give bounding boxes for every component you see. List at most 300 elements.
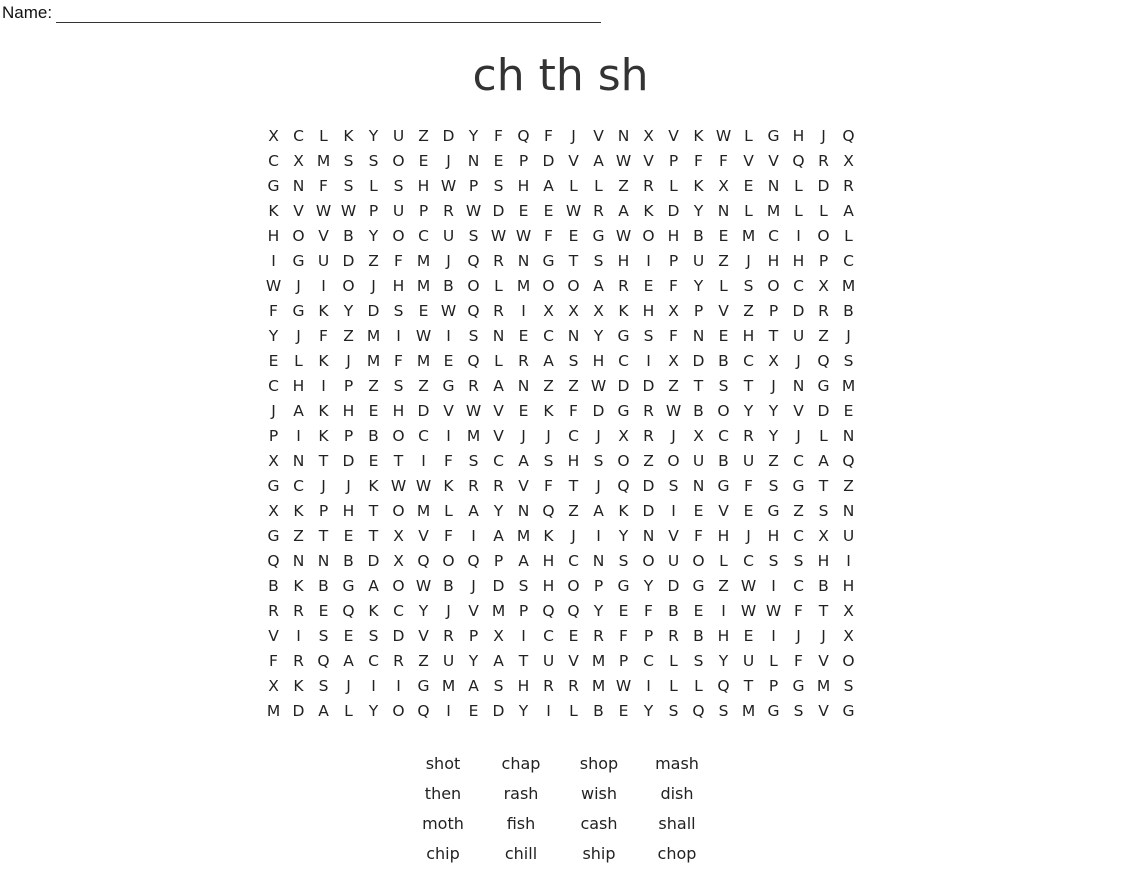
grid-letter: X xyxy=(268,502,279,520)
grid-letter: P xyxy=(668,252,679,270)
grid-letter: G xyxy=(617,327,630,345)
grid-letter: F xyxy=(269,302,278,320)
grid-letter: X xyxy=(843,627,854,645)
grid-row xyxy=(261,249,861,274)
grid-letter: S xyxy=(768,477,779,495)
grid-letter: S xyxy=(468,227,479,245)
grid-letter: H xyxy=(592,352,605,370)
name-label: Name: xyxy=(2,3,53,22)
grid-letter: E xyxy=(418,302,429,320)
grid-letter: B xyxy=(368,427,379,445)
grid-letter: S xyxy=(718,702,729,720)
grid-letter: P xyxy=(318,502,329,520)
grid-letter: A xyxy=(593,502,604,520)
grid-letter: D xyxy=(817,177,830,195)
grid-letter: X xyxy=(393,552,404,570)
grid-letter: V xyxy=(418,627,429,645)
grid-letter: F xyxy=(744,477,753,495)
grid-letter: B xyxy=(718,452,729,470)
grid-letter: W xyxy=(615,677,632,695)
grid-letter: S xyxy=(468,452,479,470)
grid-letter: O xyxy=(567,277,580,295)
grid-letter: E xyxy=(343,627,354,645)
grid-letter: S xyxy=(318,627,329,645)
grid-letter: E xyxy=(743,177,754,195)
grid-letter: Z xyxy=(368,252,379,270)
grid-letter: K xyxy=(318,402,329,420)
grid-letter: D xyxy=(442,127,455,145)
grid-letter: P xyxy=(343,427,354,445)
grid-letter: P xyxy=(268,427,279,445)
grid-letter: O xyxy=(642,552,655,570)
grid-letter: W xyxy=(740,602,757,620)
grid-letter: X xyxy=(843,602,854,620)
grid-letter: G xyxy=(342,577,355,595)
grid-letter: L xyxy=(669,652,678,670)
grid-letter: L xyxy=(444,502,453,520)
grid-letter: O xyxy=(342,277,355,295)
grid-letter: M xyxy=(416,352,431,370)
grid-letter: E xyxy=(618,602,629,620)
grid-letter: V xyxy=(293,202,304,220)
grid-letter: Z xyxy=(343,327,354,345)
grid-letter: O xyxy=(392,152,405,170)
grid-letter: H xyxy=(717,527,730,545)
grid-letter: C xyxy=(793,277,804,295)
grid-letter: E xyxy=(443,352,454,370)
grid-letter: E xyxy=(568,627,579,645)
grid-letter: J xyxy=(346,677,351,695)
grid-letter: K xyxy=(318,302,329,320)
grid-letter: S xyxy=(493,177,504,195)
grid-letter: S xyxy=(393,302,404,320)
grid-letter: H xyxy=(542,577,555,595)
grid-letter: K xyxy=(368,477,379,495)
grid-letter: I xyxy=(721,602,726,620)
grid-letter: P xyxy=(518,152,529,170)
grid-letter: L xyxy=(344,702,353,720)
grid-letter: Q xyxy=(567,602,580,620)
grid-letter: D xyxy=(642,477,655,495)
grid-letter: G xyxy=(292,302,305,320)
grid-letter: Z xyxy=(793,502,804,520)
word-bank-item: shot xyxy=(425,754,461,773)
grid-letter: F xyxy=(694,152,703,170)
grid-letter: J xyxy=(671,427,676,445)
grid-letter: M xyxy=(316,152,331,170)
grid-letter: O xyxy=(467,277,480,295)
grid-letter: A xyxy=(843,202,854,220)
grid-letter: X xyxy=(693,427,704,445)
grid-letter: I xyxy=(396,327,401,345)
grid-letter: L xyxy=(369,177,378,195)
grid-letter: K xyxy=(693,177,704,195)
grid-letter: Y xyxy=(693,277,704,295)
grid-letter: J xyxy=(796,352,801,370)
grid-letter: S xyxy=(793,702,804,720)
grid-letter: D xyxy=(367,302,380,320)
grid-letter: Q xyxy=(342,602,355,620)
grid-row xyxy=(261,349,861,374)
grid-letter: L xyxy=(494,277,503,295)
grid-row xyxy=(261,524,861,549)
grid-letter: N xyxy=(617,127,630,145)
grid-letter: T xyxy=(518,652,529,670)
grid-letter: V xyxy=(568,152,579,170)
grid-letter: I xyxy=(796,227,801,245)
grid-letter: Q xyxy=(417,702,430,720)
grid-row xyxy=(261,174,861,199)
grid-letter: E xyxy=(518,402,529,420)
grid-letter: V xyxy=(668,127,679,145)
grid-letter: U xyxy=(742,452,755,470)
grid-letter: N xyxy=(292,452,305,470)
grid-letter: X xyxy=(593,302,604,320)
grid-row xyxy=(261,549,861,574)
grid-letter: S xyxy=(343,177,354,195)
grid-letter: M xyxy=(266,702,281,720)
grid-letter: C xyxy=(618,352,629,370)
grid-letter: H xyxy=(742,327,755,345)
grid-letter: I xyxy=(321,377,326,395)
grid-letter: E xyxy=(268,352,279,370)
grid-letter: B xyxy=(668,602,679,620)
grid-letter: Z xyxy=(368,377,379,395)
grid-letter: W xyxy=(490,227,507,245)
grid-letter: H xyxy=(617,252,630,270)
grid-letter: W xyxy=(515,227,532,245)
grid-letter: E xyxy=(468,702,479,720)
grid-letter: E xyxy=(368,402,379,420)
grid-letter: V xyxy=(668,527,679,545)
grid-letter: X xyxy=(818,277,829,295)
grid-letter: Y xyxy=(593,602,604,620)
grid-letter: N xyxy=(517,502,530,520)
grid-letter: Z xyxy=(743,302,754,320)
grid-letter: B xyxy=(268,577,279,595)
grid-letter: U xyxy=(317,252,330,270)
grid-letter: U xyxy=(667,552,680,570)
word-bank-row xyxy=(404,780,716,810)
grid-letter: S xyxy=(593,452,604,470)
grid-letter: C xyxy=(793,527,804,545)
grid-letter: R xyxy=(643,427,654,445)
grid-letter: P xyxy=(343,377,354,395)
grid-letter: A xyxy=(618,202,629,220)
grid-letter: G xyxy=(792,477,805,495)
grid-letter: S xyxy=(693,652,704,670)
grid-letter: D xyxy=(692,352,705,370)
grid-letter: K xyxy=(543,402,554,420)
grid-letter: E xyxy=(693,602,704,620)
grid-row xyxy=(261,474,861,499)
grid-letter: K xyxy=(443,477,454,495)
grid-letter: R xyxy=(543,677,554,695)
grid-letter: R xyxy=(468,477,479,495)
grid-letter: S xyxy=(668,702,679,720)
grid-letter: H xyxy=(392,277,405,295)
grid-letter: W xyxy=(615,152,632,170)
grid-letter: S xyxy=(818,502,829,520)
grid-letter: Z xyxy=(618,177,629,195)
grid-letter: S xyxy=(768,552,779,570)
grid-letter: V xyxy=(818,652,829,670)
grid-letter: E xyxy=(518,202,529,220)
grid-letter: S xyxy=(593,252,604,270)
grid-letter: N xyxy=(717,202,730,220)
grid-letter: G xyxy=(842,702,855,720)
grid-letter: B xyxy=(593,702,604,720)
grid-letter: N xyxy=(792,377,805,395)
grid-letter: F xyxy=(269,652,278,670)
grid-letter: R xyxy=(518,352,529,370)
grid-letter: T xyxy=(693,377,704,395)
grid-letter: D xyxy=(492,202,505,220)
grid-letter: P xyxy=(518,602,529,620)
word-bank-item: chip xyxy=(426,844,460,863)
grid-letter: I xyxy=(321,277,326,295)
grid-letter: J xyxy=(446,602,451,620)
grid-letter: T xyxy=(818,602,829,620)
grid-letter: J xyxy=(546,427,551,445)
grid-letter: D xyxy=(342,252,355,270)
grid-letter: T xyxy=(818,477,829,495)
grid-letter: K xyxy=(293,677,304,695)
grid-letter: Y xyxy=(643,702,654,720)
grid-letter: S xyxy=(718,377,729,395)
name-field[interactable] xyxy=(2,3,601,23)
grid-letter: R xyxy=(843,177,854,195)
grid-letter: I xyxy=(771,627,776,645)
grid-letter: H xyxy=(792,127,805,145)
grid-letter: L xyxy=(744,202,753,220)
grid-letter: A xyxy=(593,152,604,170)
grid-letter: R xyxy=(643,402,654,420)
grid-letter: G xyxy=(617,577,630,595)
grid-letter: V xyxy=(418,527,429,545)
grid-letter: K xyxy=(293,502,304,520)
grid-letter: O xyxy=(642,227,655,245)
grid-letter: I xyxy=(646,677,651,695)
grid-letter: F xyxy=(544,227,553,245)
grid-letter: Y xyxy=(518,702,529,720)
grid-letter: A xyxy=(518,452,529,470)
grid-letter: S xyxy=(668,477,679,495)
grid-letter: W xyxy=(465,402,482,420)
grid-letter: E xyxy=(693,502,704,520)
grid-letter: N xyxy=(842,427,855,445)
grid-letter: G xyxy=(792,677,805,695)
grid-letter: F xyxy=(694,527,703,545)
grid-letter: B xyxy=(343,552,354,570)
grid-letter: I xyxy=(671,502,676,520)
word-bank-item: rash xyxy=(503,784,539,803)
grid-letter: O xyxy=(392,577,405,595)
grid-letter: K xyxy=(368,602,379,620)
grid-letter: S xyxy=(568,352,579,370)
grid-letter: S xyxy=(393,177,404,195)
grid-letter: Q xyxy=(517,127,530,145)
grid-letter: J xyxy=(846,327,851,345)
grid-letter: E xyxy=(718,227,729,245)
grid-letter: V xyxy=(493,427,504,445)
grid-letter: P xyxy=(418,202,429,220)
grid-letter: W xyxy=(590,377,607,395)
grid-letter: O xyxy=(717,402,730,420)
grid-letter: P xyxy=(768,302,779,320)
grid-letter: N xyxy=(767,177,780,195)
grid-letter: J xyxy=(571,527,576,545)
grid-letter: L xyxy=(319,127,328,145)
grid-letter: H xyxy=(667,227,680,245)
grid-letter: I xyxy=(446,702,451,720)
grid-letter: L xyxy=(494,352,503,370)
grid-letter: D xyxy=(392,627,405,645)
grid-letter: U xyxy=(542,652,555,670)
grid-letter: B xyxy=(693,402,704,420)
grid-letter: R xyxy=(443,627,454,645)
grid-letter: U xyxy=(742,652,755,670)
grid-letter: J xyxy=(771,377,776,395)
word-bank-item: then xyxy=(424,784,462,803)
grid-letter: P xyxy=(618,652,629,670)
grid-letter: Q xyxy=(467,552,480,570)
grid-letter: G xyxy=(717,477,730,495)
word-search-grid xyxy=(261,124,861,724)
grid-letter: H xyxy=(767,252,780,270)
grid-letter: J xyxy=(446,252,451,270)
grid-letter: J xyxy=(796,427,801,445)
grid-letter: C xyxy=(418,227,429,245)
grid-letter: D xyxy=(292,702,305,720)
grid-letter: H xyxy=(542,552,555,570)
word-bank xyxy=(404,750,716,870)
grid-letter: O xyxy=(617,452,630,470)
grid-letter: O xyxy=(567,577,580,595)
grid-letter: D xyxy=(342,452,355,470)
grid-letter: P xyxy=(468,627,479,645)
grid-letter: R xyxy=(493,252,504,270)
grid-letter: U xyxy=(792,327,805,345)
grid-letter: Z xyxy=(768,452,779,470)
grid-letter: R xyxy=(493,477,504,495)
grid-letter: J xyxy=(446,152,451,170)
grid-letter: G xyxy=(767,127,780,145)
grid-letter: D xyxy=(542,152,555,170)
grid-letter: K xyxy=(318,352,329,370)
grid-letter: R xyxy=(818,302,829,320)
grid-letter: Y xyxy=(593,327,604,345)
grid-letter: J xyxy=(746,527,751,545)
grid-letter: A xyxy=(543,352,554,370)
grid-letter: U xyxy=(392,127,405,145)
grid-letter: F xyxy=(544,127,553,145)
grid-letter: Y xyxy=(368,227,379,245)
grid-letter: F xyxy=(619,627,628,645)
grid-letter: H xyxy=(817,552,830,570)
grid-letter: V xyxy=(518,477,529,495)
grid-letter: N xyxy=(292,552,305,570)
grid-letter: A xyxy=(818,452,829,470)
grid-letter: T xyxy=(568,252,579,270)
grid-row xyxy=(261,274,861,299)
grid-letter: L xyxy=(294,352,303,370)
grid-letter: Z xyxy=(418,652,429,670)
grid-letter: I xyxy=(446,427,451,445)
grid-letter: L xyxy=(719,277,728,295)
grid-letter: C xyxy=(843,252,854,270)
word-bank-item: moth xyxy=(422,814,464,833)
grid-letter: Z xyxy=(418,127,429,145)
grid-letter: A xyxy=(493,527,504,545)
grid-letter: E xyxy=(718,327,729,345)
grid-row xyxy=(261,674,861,699)
grid-letter: V xyxy=(718,502,729,520)
grid-letter: L xyxy=(719,552,728,570)
grid-letter: Y xyxy=(368,127,379,145)
grid-letter: C xyxy=(368,652,379,670)
grid-letter: W xyxy=(615,227,632,245)
grid-letter: E xyxy=(493,152,504,170)
grid-letter: E xyxy=(343,527,354,545)
grid-letter: Y xyxy=(268,327,279,345)
grid-letter: A xyxy=(593,277,604,295)
grid-letter: T xyxy=(768,327,779,345)
grid-letter: U xyxy=(392,202,405,220)
grid-letter: J xyxy=(596,427,601,445)
word-bank-row xyxy=(404,810,716,840)
grid-letter: F xyxy=(794,602,803,620)
grid-letter: G xyxy=(267,477,280,495)
grid-letter: T xyxy=(318,527,329,545)
grid-letter: W xyxy=(565,202,582,220)
grid-letter: F xyxy=(494,127,503,145)
grid-letter: Q xyxy=(717,677,730,695)
grid-letter: C xyxy=(543,627,554,645)
grid-row xyxy=(261,199,861,224)
grid-letter: O xyxy=(817,227,830,245)
grid-letter: F xyxy=(394,352,403,370)
grid-letter: K xyxy=(693,127,704,145)
grid-letter: L xyxy=(819,202,828,220)
grid-letter: K xyxy=(268,202,279,220)
word-bank-item: cash xyxy=(580,814,618,833)
grid-letter: H xyxy=(292,377,305,395)
grid-letter: L xyxy=(669,677,678,695)
name-underline[interactable] xyxy=(56,4,601,23)
grid-row xyxy=(261,649,861,674)
grid-row xyxy=(261,399,861,424)
grid-letter: R xyxy=(743,427,754,445)
grid-letter: O xyxy=(842,652,855,670)
grid-letter: C xyxy=(268,377,279,395)
grid-letter: I xyxy=(771,577,776,595)
grid-letter: C xyxy=(543,327,554,345)
grid-row xyxy=(261,124,861,149)
grid-letter: L xyxy=(844,227,853,245)
grid-letter: B xyxy=(343,227,354,245)
grid-letter: C xyxy=(718,427,729,445)
grid-letter: S xyxy=(468,327,479,345)
grid-row xyxy=(261,624,861,649)
grid-letter: J xyxy=(521,427,526,445)
grid-letter: N xyxy=(492,327,505,345)
grid-letter: U xyxy=(692,452,705,470)
grid-letter: R xyxy=(818,152,829,170)
grid-letter: I xyxy=(521,627,526,645)
grid-letter: V xyxy=(643,152,654,170)
grid-letter: S xyxy=(843,352,854,370)
